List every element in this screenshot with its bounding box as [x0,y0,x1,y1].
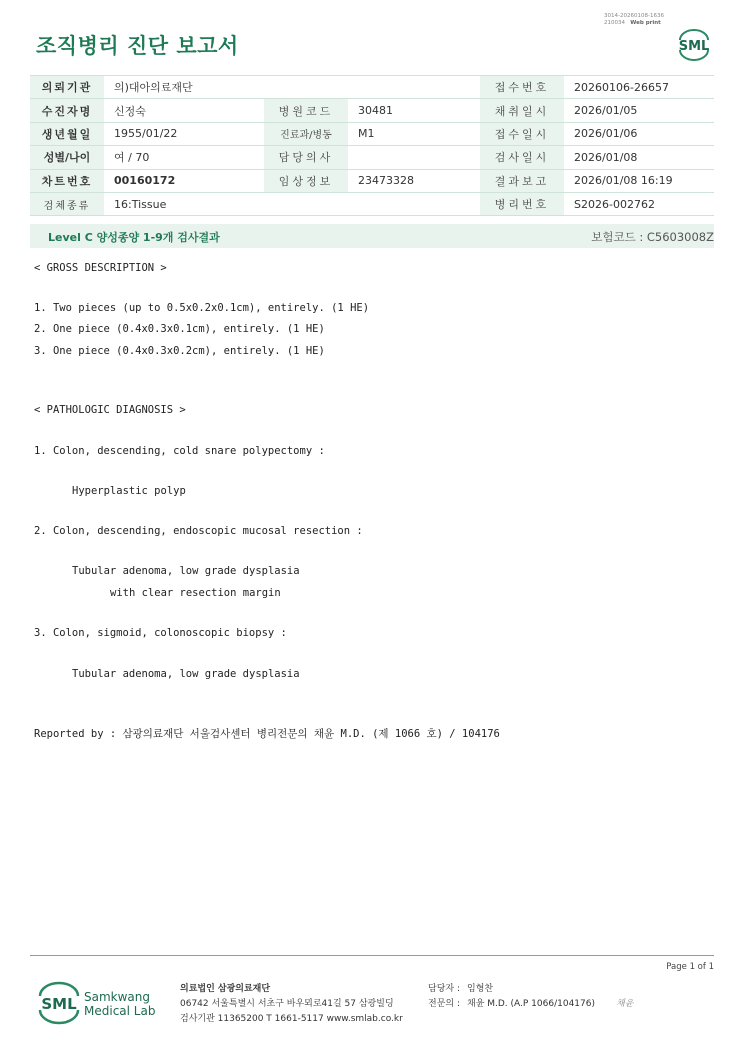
gross-item-2: 2. One piece (0.4x0.3x0.1cm), entirely. (1 HE) [34,323,325,335]
insurance-code: 보험코드 : C5603008Z [591,230,714,244]
page-title: 조직병리 진단 보고서 [36,34,239,58]
institution-label: 의뢰기관 [30,76,104,99]
result-report-label: 결과보고 [480,169,564,192]
staff-label: 담당자 : [428,984,460,994]
logo-line-2: Medical Lab [84,1004,156,1018]
dept-label: 진료과/병동 [264,122,348,145]
diagnosis-header: < PATHOLOGIC DIAGNOSIS > [34,404,186,416]
specimen-label: 검체종류 [30,192,104,215]
birth-label: 생년월일 [30,122,104,145]
gross-header: < GROSS DESCRIPTION > [34,262,167,274]
path-no-value: S2026-002762 [564,192,714,215]
sex-age-value: 여 / 70 [104,146,264,169]
doctor-value [348,146,480,169]
signature: 채윤 [616,999,634,1009]
path-no-label: 병리번호 [480,192,564,215]
hospital-code-value: 30481 [348,99,480,122]
gross-item-1: 1. Two pieces (up to 0.5x0.2x0.1cm), entirely. (1 HE) [34,302,370,314]
collect-date-label: 채취일시 [480,99,564,122]
clinical-label: 임상정보 [264,169,348,192]
diagnosis-item-2-margin: with clear resection margin [110,587,281,599]
specialist-label: 전문의 : [428,999,460,1009]
result-report-value: 2026/01/08 16:19 [564,169,714,192]
level-title: Level C 양성종양 1-9개 검사결과 [48,231,220,244]
sml-footer-logo-text: SML [41,995,77,1013]
diagnosis-item-1-result: Hyperplastic polyp [72,485,186,497]
staff-value: 임형찬 [467,984,494,994]
specialist-value: 채윤 M.D. (A.P 1066/104176) [467,999,595,1009]
sex-age-label: 성별/나이 [30,146,104,169]
logo-line-1: Samkwang [84,990,150,1004]
sml-logo-text: SML [678,39,710,54]
sml-footer-logo [36,978,82,1026]
org-name: 의료법인 삼광의료재단 [180,984,271,994]
footer-divider [30,955,714,956]
reported-by: Reported by : 삼광의료재단 서울검사센터 병리전문의 채윤 M.D. (제 1066 호) / 104176 [34,728,500,740]
specimen-value: 16:Tissue [104,192,480,215]
page-number: Page 1 of 1 [666,962,714,972]
doctor-label: 담당의사 [264,146,348,169]
patient-info-table [30,75,714,216]
patient-label: 수진자명 [30,99,104,122]
org-address: 06742 서울특별시 서초구 바우뫼로41길 57 삼광빌딩 [180,999,394,1009]
gross-item-3: 3. One piece (0.4x0.3x0.2cm), entirely. (1 HE) [34,345,325,357]
print-mode: Web print [630,20,661,26]
org-contact: 검사기관 11365200 T 1661-5117 www.smlab.co.kr [180,1014,403,1024]
print-id [604,13,664,27]
diagnosis-item-3: 3. Colon, sigmoid, colonoscopic biopsy : [34,627,287,639]
institution-value: 의)대아의료재단 [104,76,480,99]
print-code-2: 210034 [604,20,625,26]
receipt-date-value: 2026/01/06 [564,122,714,145]
diagnosis-item-2: 2. Colon, descending, endoscopic mucosal resection : [34,525,363,537]
chart-value: 00160172 [104,169,264,192]
birth-value: 1955/01/22 [104,122,264,145]
receipt-no-value: 20260106-26657 [564,76,714,99]
receipt-date-label: 접수일시 [480,122,564,145]
hospital-code-label: 병원코드 [264,99,348,122]
diagnosis-item-2-result: Tubular adenoma, low grade dysplasia [72,565,300,577]
clinical-value: 23473328 [348,169,480,192]
diagnosis-item-1: 1. Colon, descending, cold snare polypectomy : [34,445,325,457]
print-code-1: 3014-20260108-1636 [604,13,664,19]
exam-date-value: 2026/01/08 [564,146,714,169]
receipt-no-label: 접수번호 [480,76,564,99]
exam-date-label: 검사일시 [480,146,564,169]
chart-label: 차트번호 [30,169,104,192]
sml-logo [674,26,714,62]
patient-value: 신정숙 [104,99,264,122]
diagnosis-item-3-result: Tubular adenoma, low grade dysplasia [72,668,300,680]
collect-date-value: 2026/01/05 [564,99,714,122]
dept-value: M1 [348,122,480,145]
